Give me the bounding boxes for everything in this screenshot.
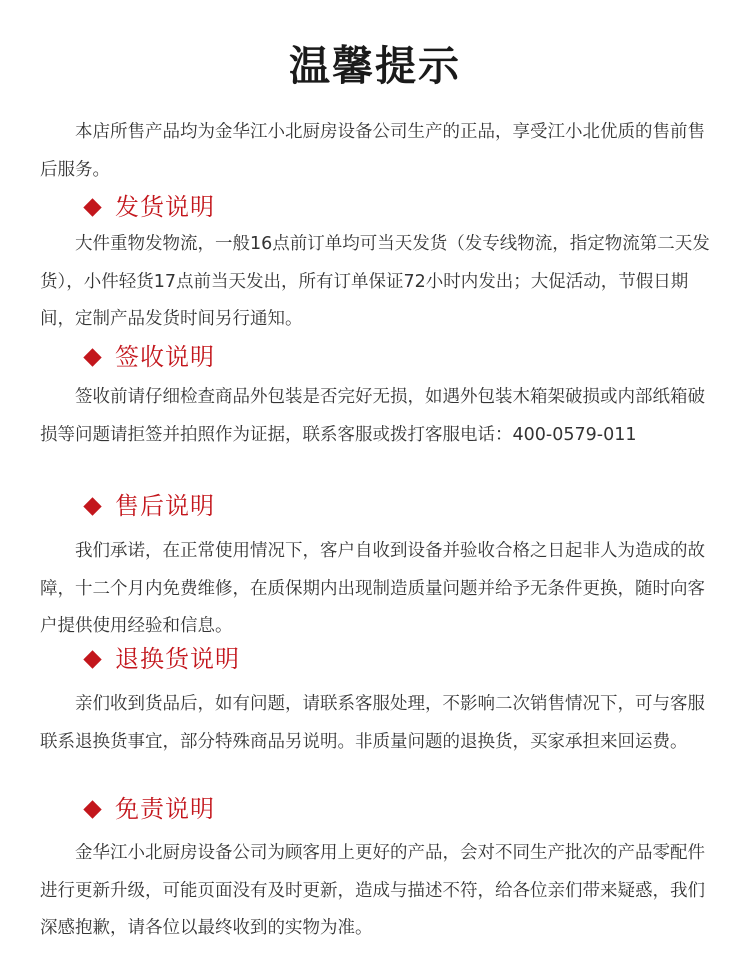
section-body-disclaimer: 金华江小北厨房设备公司为顾客用上更好的产品，会对不同生产批次的产品零配件进行更新升级，可能页面没有及时更新，造成与描述不符，给各位亲们带来疑惑，我们深感抱歉，请各位以最终收到的实物为准。 bbox=[40, 843, 705, 938]
diamond-bullet-icon bbox=[83, 497, 101, 515]
diamond-bullet-icon bbox=[83, 800, 101, 818]
page-title: 温馨提示 bbox=[289, 42, 461, 90]
diamond-bullet-icon bbox=[83, 348, 101, 366]
section-heading-returns bbox=[82, 642, 240, 676]
section-heading-aftersales bbox=[82, 489, 215, 523]
section-heading-label: 退换货说明 bbox=[115, 645, 240, 673]
section-heading-label: 售后说明 bbox=[115, 492, 215, 520]
section-heading-shipping bbox=[82, 190, 215, 224]
section-heading-receipt bbox=[82, 340, 215, 374]
section-heading-label: 签收说明 bbox=[115, 343, 215, 371]
section-body-receipt: 签收前请仔细检查商品外包装是否完好无损，如遇外包装木箱架破损或内部纸箱破损等问题请拒签并拍照作为证据，联系客服或拨打客服电话：400-0579-011 bbox=[40, 387, 705, 445]
diamond-bullet-icon bbox=[83, 198, 101, 216]
section-body-shipping: 大件重物发物流，一般16点前订单均可当天发货（发专线物流，指定物流第二天发货），小件轻货17点前当天发出，所有订单保证72小时内发出；大促活动，节假日期间，定制产品发货时间另行通知。 bbox=[40, 234, 710, 329]
section-body-aftersales: 我们承诺，在正常使用情况下，客户自收到设备并验收合格之日起非人为造成的故障，十二个月内免费维修，在质保期内出现制造质量问题并给予无条件更换，随时向客户提供使用经验和信息。 bbox=[40, 541, 705, 636]
diamond-bullet-icon bbox=[83, 650, 101, 668]
section-heading-label: 发货说明 bbox=[115, 193, 215, 221]
intro-text: 本店所售产品均为金华江小北厨房设备公司生产的正品，享受江小北优质的售前售后服务。 bbox=[40, 122, 705, 180]
section-heading-label: 免责说明 bbox=[115, 795, 215, 823]
section-heading-disclaimer bbox=[82, 792, 215, 826]
section-body-returns: 亲们收到货品后，如有问题，请联系客服处理，不影响二次销售情况下，可与客服联系退换货事宜，部分特殊商品另说明。非质量问题的退换货，买家承担来回运费。 bbox=[40, 694, 705, 752]
